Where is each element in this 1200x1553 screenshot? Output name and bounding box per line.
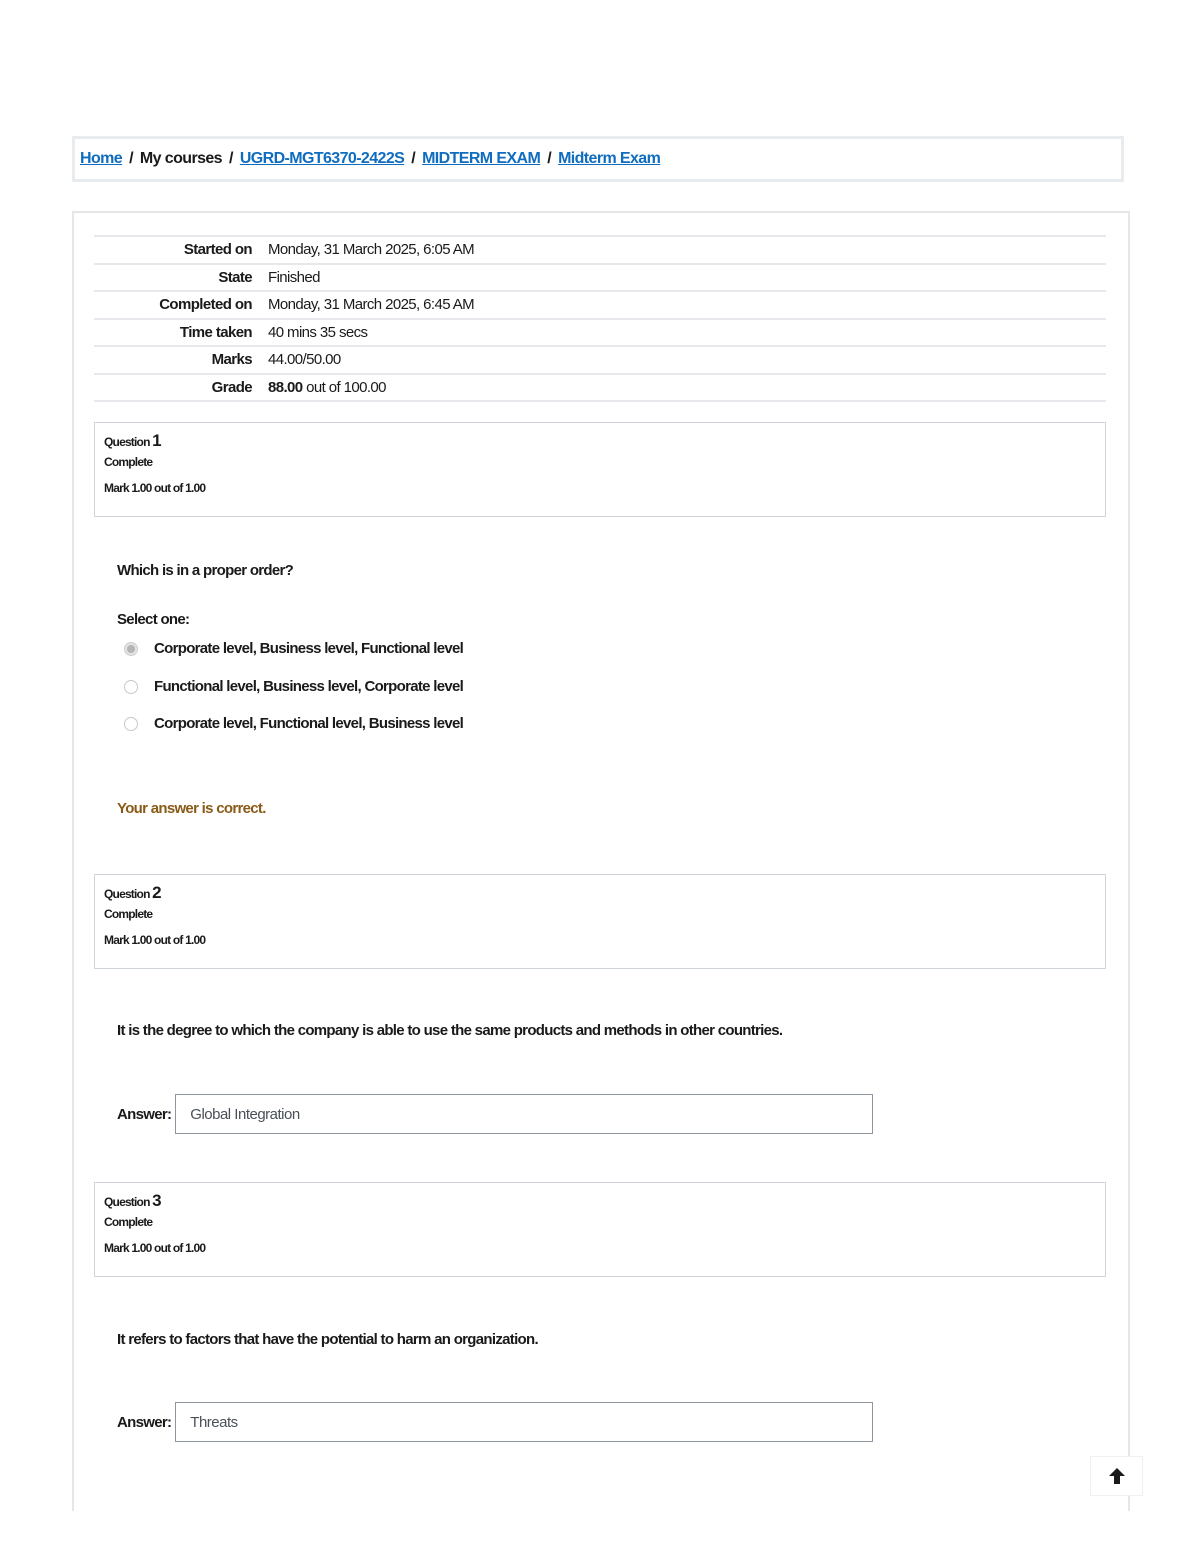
question-text-1: Which is in a proper order? <box>117 562 294 579</box>
feedback-text: Your answer is correct. <box>117 800 266 817</box>
answer-option[interactable] <box>124 678 463 695</box>
select-one-label: Select one: <box>117 611 190 628</box>
question-word: Question <box>104 1195 153 1209</box>
summary-row-time-taken <box>94 319 1106 347</box>
answer-row-3 <box>117 1402 873 1442</box>
summary-label: Time taken <box>179 323 252 341</box>
summary-row-marks <box>94 346 1106 374</box>
radio-unchecked-icon[interactable] <box>124 680 138 694</box>
breadcrumb-my-courses: My courses <box>139 150 222 167</box>
answer-option[interactable] <box>124 715 463 732</box>
question-info-3 <box>94 1182 1106 1277</box>
summary-label: State <box>218 268 252 286</box>
breadcrumb-section[interactable]: MIDTERM EXAM <box>422 150 541 167</box>
question-number-line <box>104 1191 1096 1215</box>
answer-row-2 <box>117 1094 873 1134</box>
radio-checked-icon[interactable] <box>124 642 138 656</box>
question-status: Complete <box>104 455 153 469</box>
question-info-2 <box>94 874 1106 969</box>
question-mark: Mark 1.00 out of 1.00 <box>104 1241 206 1255</box>
option-label: Corporate level, Functional level, Business level <box>154 715 464 732</box>
question-info-1 <box>94 422 1106 517</box>
question-word: Question <box>104 887 153 901</box>
question-number: 3 <box>152 1191 162 1210</box>
answer-input[interactable] <box>175 1094 873 1134</box>
answer-option[interactable] <box>124 640 463 657</box>
quiz-review-panel <box>72 211 1130 1511</box>
summary-label: Marks <box>211 351 252 369</box>
question-text-3: It refers to factors that have the potential to harm an organization. <box>117 1331 538 1348</box>
question-word: Question <box>104 435 153 449</box>
summary-value: Finished <box>268 268 320 286</box>
summary-row-started <box>94 236 1106 264</box>
question-number-line <box>104 431 1096 455</box>
grade-suffix: out of 100.00 <box>302 378 386 396</box>
breadcrumb-home[interactable]: Home <box>80 150 123 167</box>
breadcrumb <box>72 136 1124 182</box>
breadcrumb-separator: / <box>129 150 133 167</box>
question-number: 1 <box>152 431 162 450</box>
breadcrumb-separator: / <box>228 150 233 167</box>
option-label: Corporate level, Business level, Functional level <box>154 640 464 657</box>
summary-label: Completed on <box>159 296 252 314</box>
question-mark: Mark 1.00 out of 1.00 <box>104 481 206 495</box>
question-status: Complete <box>104 1215 153 1229</box>
breadcrumb-separator: / <box>411 150 416 167</box>
summary-label: Grade <box>211 378 252 396</box>
summary-row-completed <box>94 291 1106 319</box>
answer-input[interactable] <box>175 1402 873 1442</box>
summary-value: Monday, 31 March 2025, 6:45 AM <box>268 296 475 314</box>
breadcrumb-course[interactable]: UGRD-MGT6370-2422S <box>239 150 405 167</box>
summary-value: 44.00/50.00 <box>268 351 341 369</box>
grade-value: 88.00 <box>268 378 303 396</box>
summary-label: Started on <box>183 241 252 259</box>
summary-value <box>268 374 1106 402</box>
breadcrumb-separator: / <box>547 150 552 167</box>
summary-value: Monday, 31 March 2025, 6:05 AM <box>268 241 475 259</box>
question-number: 2 <box>152 883 162 902</box>
question-status: Complete <box>104 907 153 921</box>
summary-value: 40 mins 35 secs <box>268 323 368 341</box>
breadcrumb-quiz[interactable]: Midterm Exam <box>558 150 661 167</box>
back-to-top-button[interactable] <box>1090 1456 1143 1496</box>
question-mark: Mark 1.00 out of 1.00 <box>104 933 206 947</box>
summary-row-grade <box>94 374 1106 402</box>
arrow-up-icon <box>1108 1467 1126 1485</box>
answer-label: Answer: <box>117 1105 172 1123</box>
summary-row-state <box>94 264 1106 292</box>
option-label: Functional level, Business level, Corporate level <box>154 678 464 695</box>
attempt-summary-table <box>94 235 1106 402</box>
radio-unchecked-icon[interactable] <box>124 717 138 731</box>
answer-label: Answer: <box>117 1413 172 1431</box>
question-number-line <box>104 883 1096 907</box>
question-text-2: It is the degree to which the company is able to use the same products and methods in other countries. <box>117 1022 783 1039</box>
